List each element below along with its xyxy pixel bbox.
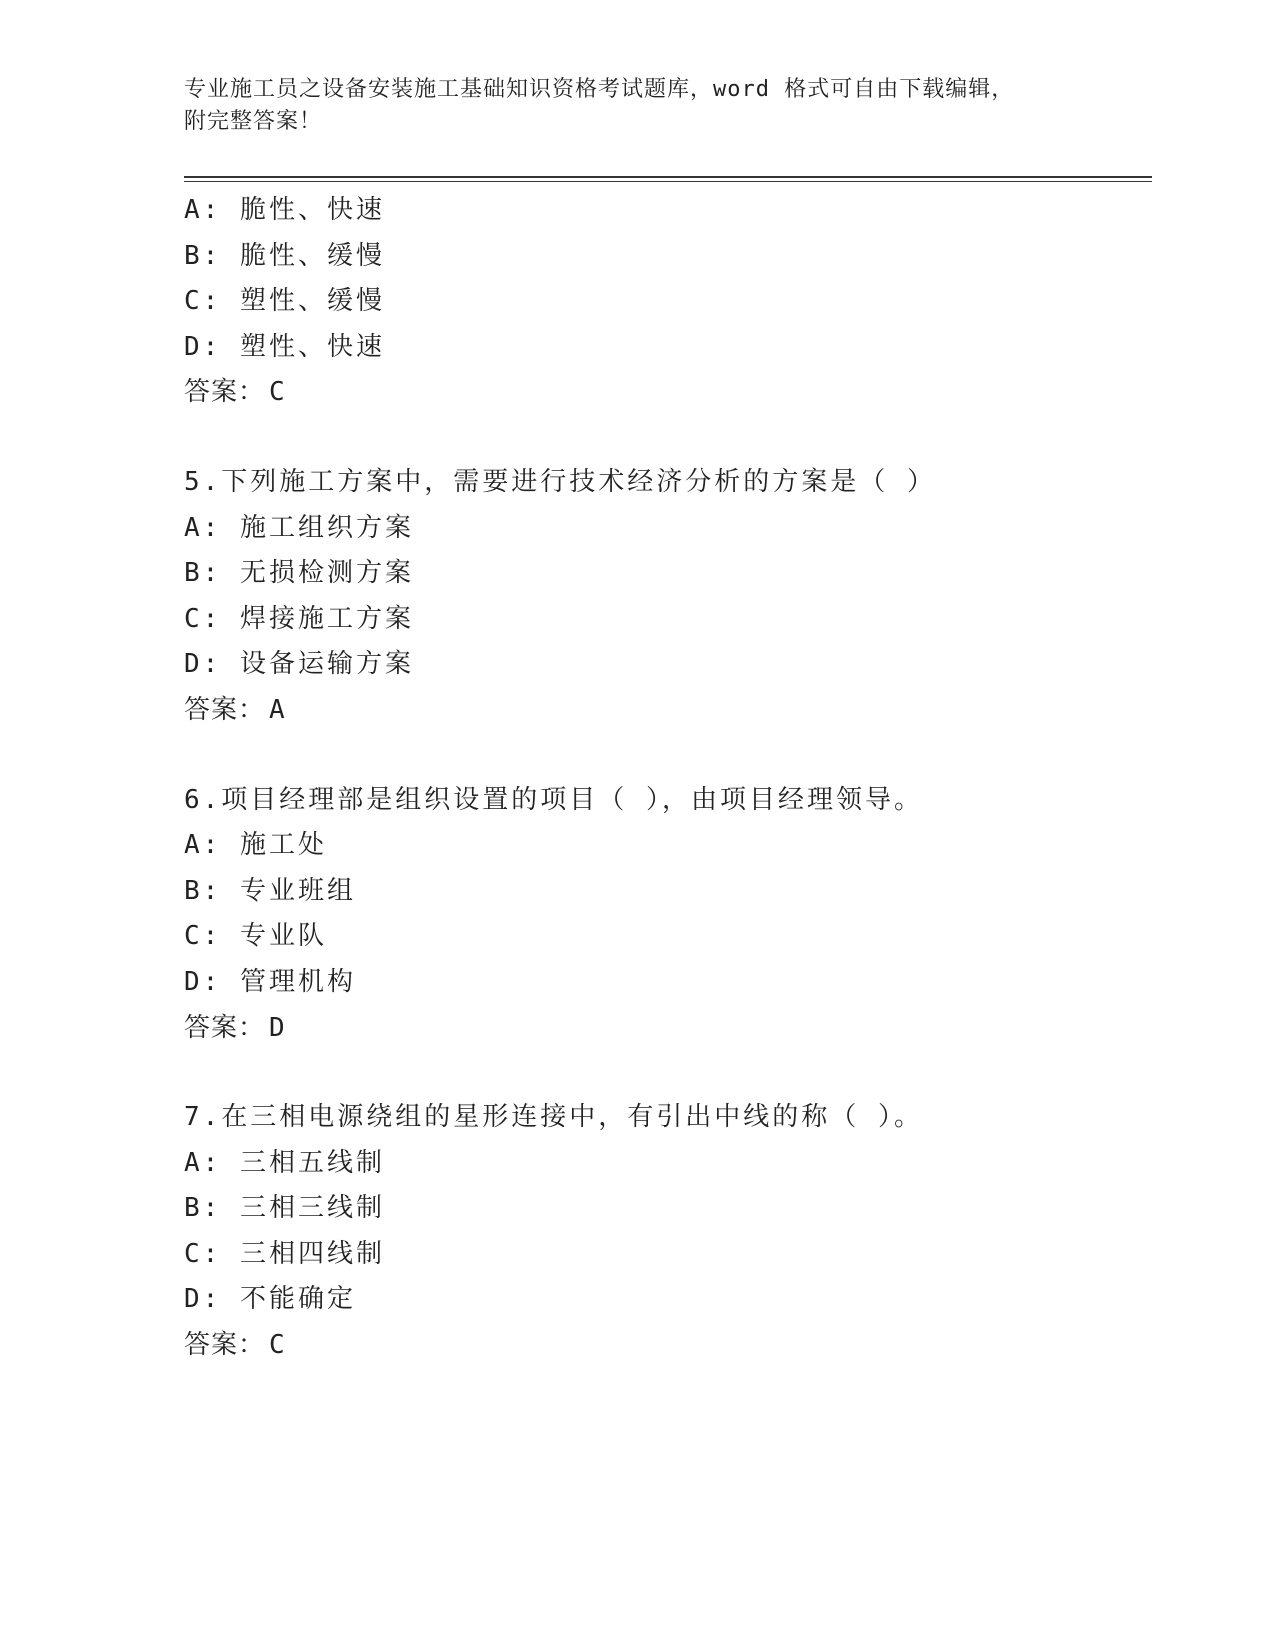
question-stem: 5.下列施工方案中，需要进行技术经济分析的方案是（ ） <box>184 466 936 497</box>
header-line-1: 专业施工员之设备安装施工基础知识资格考试题库，word 格式可自由下载编辑， <box>184 77 1015 102</box>
option-d: D: 管理机构 <box>184 966 356 997</box>
answer-label: 答案： <box>184 377 266 408</box>
option-b: B: 专业班组 <box>184 875 356 906</box>
option-d: D: 塑性、快速 <box>184 331 385 362</box>
option-d: D: 不能确定 <box>184 1284 356 1315</box>
header-divider-thin <box>184 181 1152 182</box>
option-b: B: 无损检测方案 <box>184 558 414 589</box>
option-b: B: 三相三线制 <box>184 1193 385 1224</box>
question-5 <box>184 460 1152 734</box>
option-a: A: 三相五线制 <box>184 1147 385 1178</box>
answer-line <box>184 688 1152 734</box>
header-line-2: 附完整答案！ <box>184 109 323 134</box>
question-stem: 7.在三相电源绕组的星形连接中，有引出中线的称（ ）。 <box>184 1102 923 1133</box>
option-c: C: 焊接施工方案 <box>184 603 414 634</box>
answer-value: C <box>269 377 286 408</box>
spacer <box>184 734 1152 778</box>
answer-line <box>184 1006 1152 1052</box>
question-partial <box>184 188 1152 416</box>
answer-value: D <box>269 1012 286 1043</box>
option-c: C: 塑性、缓慢 <box>184 286 385 317</box>
answer-value: C <box>269 1330 286 1361</box>
option-b: B: 脆性、缓慢 <box>184 240 385 271</box>
option-a: A: 脆性、快速 <box>184 195 385 225</box>
option-c: C: 三相四线制 <box>184 1238 385 1269</box>
answer-label: 答案： <box>184 1330 266 1361</box>
answer-label: 答案： <box>184 694 266 725</box>
answer-label: 答案： <box>184 1012 266 1043</box>
header-divider-thick <box>184 176 1152 178</box>
spacer <box>184 416 1152 460</box>
option-d: D: 设备运输方案 <box>184 649 414 680</box>
question-stem: 6.项目经理部是组织设置的项目（ ），由项目经理领导。 <box>184 784 923 815</box>
answer-line <box>184 370 1152 416</box>
question-list <box>184 188 1152 1369</box>
option-a: A: 施工组织方案 <box>184 512 414 543</box>
spacer <box>184 1051 1152 1095</box>
question-6 <box>184 778 1152 1052</box>
option-c: C: 专业队 <box>184 921 327 952</box>
answer-value: A <box>269 694 286 725</box>
option-a: A: 施工处 <box>184 830 327 861</box>
question-7 <box>184 1095 1152 1369</box>
answer-line <box>184 1323 1152 1369</box>
document-header <box>184 74 1084 138</box>
